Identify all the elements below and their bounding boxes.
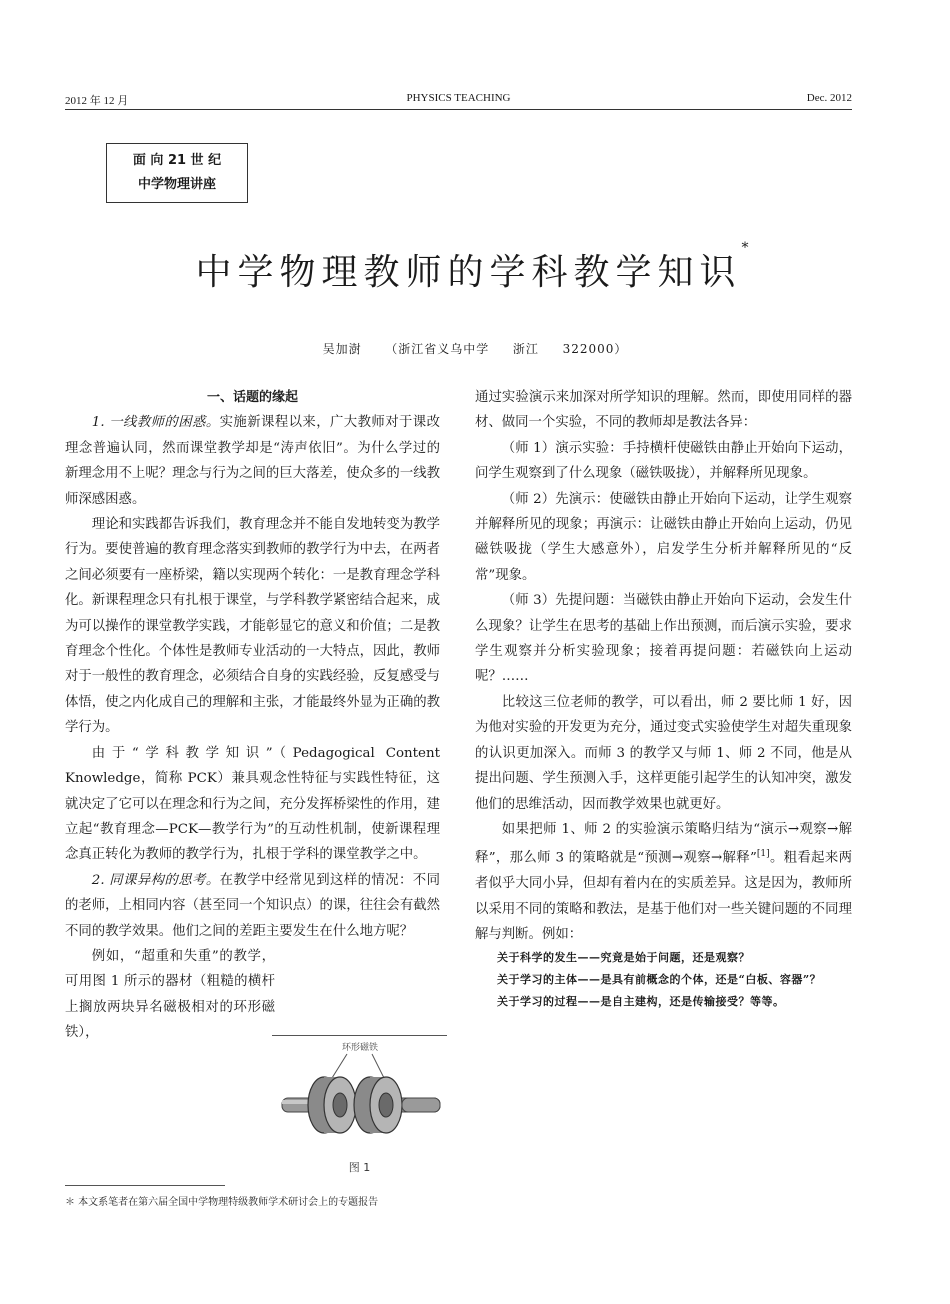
- title-footnote-mark: *: [741, 240, 755, 256]
- author-line: [0, 340, 950, 357]
- paragraph: 比较这三位老师的教学，可以看出，师 2 要比师 1 好，因为他对实验的开发更为充分，通过变式实验使学生对超失重现象的认识更加深入。而师 3 的教学又与师 1、师 2 不同，他是从提出问题、学生预测入手，这样更能引起学生的认知冲突，激发他们的思维活动，因而教学效果也就更好。: [475, 694, 852, 812]
- paragraph-lead: 2. 同课异构的思考。: [91, 872, 220, 888]
- question-item: 关于学习的过程——是自主建构，还是传输接受？等等。: [497, 995, 785, 1009]
- author-affiliation: （浙江省义乌中学: [385, 342, 490, 356]
- paragraph: 1. 一线教师的困惑。实施新课程以来，广大教师对于课改理念普遍认同，然而课堂教学却是“涛声依旧”。为什么学过的新理念用不上呢？理念与行为之间的巨大落差，使众多的一线教师深感困惑。: [65, 415, 440, 507]
- header-date-en: Dec. 2012: [806, 92, 852, 104]
- paragraph: 2. 同课异构的思考。在教学中经常见到这样的情况：不同的老师，上相同内容（甚至同一个知识点）的课，往往会有截然不同的教学效果。他们之间的差距主要发生在什么地方呢？: [65, 872, 440, 939]
- header-rule: [65, 109, 852, 110]
- column-label-line2: 中学物理讲座: [137, 177, 216, 192]
- paragraph: （师 1）演示实验：手持横杆使磁铁由静止开始向下运动，问学生观察到了什么现象（磁铁吸拢），并解释所见现象。: [475, 440, 852, 482]
- paragraph: 由于“学科教学知识”（Pedagogical Content Knowledge，简称 PCK）兼具观念性特征与实践性特征，这就决定了它可以在理念和行为之间，充分发挥桥梁性的作用，建立起“教育理念—PCK—教学行为”的互动性机制，使新课程理念真正转化为教师的教学行为，扎根于学科的课堂教学之中。: [65, 745, 440, 863]
- author-postcode: 322000）: [562, 342, 628, 356]
- paragraph: 理论和实践都告诉我们，教育理念并不能自发地转变为教学行为。要使普遍的教育理念落实到教师的教学行为中去，在两者之间必须要有一座桥梁，籍以实现两个转化：一是教育理念学科化。新课程理念只有扎根于课堂，与学科教学紧密结合起来，成为可以操作的课堂教学实践，才能彰显它的意义和价值；二是教育理念个性化。个体性是教师专业活动的一大特点，因此，教师对于一般性的教育理念，必须结合自身的实践经验，反复感受与体悟，使之内化成自己的理解和主张，才能最终外显为正确的教学行为。: [65, 517, 440, 736]
- figure-1: [272, 1035, 447, 1184]
- section-heading: 一、话题的缘起: [206, 390, 298, 405]
- paragraph-lead: 1. 一线教师的困惑。: [91, 415, 220, 431]
- paragraph: （师 3）先提问题：当磁铁由静止开始向下运动，会发生什么现象？让学生在思考的基础上作出预测，而后演示实验，要求学生观察并分析实验现象；接着再提问题：若磁铁向上运动呢？……: [475, 593, 852, 685]
- running-header: [65, 92, 852, 108]
- citation-ref: [1]: [756, 849, 770, 860]
- figure-ring-magnets-diagram: [272, 1036, 447, 1158]
- column-label-line1: 面 向 21 世 纪: [132, 153, 222, 168]
- author-name: 吴加澍: [322, 342, 362, 356]
- paragraph: （师 2）先演示：使磁铁由静止开始向下运动，让学生观察并解释所见的现象；再演示：让磁铁由静止开始向上运动，仍见磁铁吸拢（学生大感意外），启发学生分析并解释所见的“反常”现象。: [475, 491, 852, 583]
- left-column: [65, 385, 440, 1046]
- paragraph-beside-figure: 例如，“超重和失重”的教学，可用图 1 所示的器材（粗糙的横杆上搁放两块异名磁极相对的环形磁铁），: [65, 948, 275, 1041]
- figure-caption: 图 1: [348, 1161, 371, 1174]
- header-journal-name: PHYSICS TEACHING: [406, 92, 511, 104]
- right-column: [475, 385, 852, 1013]
- paragraph: 通过实验演示来加深对所学知识的理解。然而，即使用同样的器材、做同一个实验，不同的教师却是教法各异：: [475, 390, 852, 431]
- question-item: 关于科学的发生——究竟是始于问题，还是观察？: [497, 951, 750, 965]
- figure-label: 环形磁铁: [341, 1043, 379, 1053]
- header-date-cn: 2012 年 12 月: [65, 95, 129, 107]
- column-label-box: [106, 143, 248, 203]
- footnote-rule: [65, 1185, 225, 1186]
- question-item: 关于学习的主体——是具有前概念的个体，还是“白板、容器”？: [497, 973, 822, 987]
- footnote: ＊ 本文系笔者在第六届全国中学物理特级教师学术研讨会上的专题报告: [65, 1197, 379, 1208]
- key-questions: [475, 947, 852, 1013]
- paragraph: 如果把师 1、师 2 的实验演示策略归结为“演示→观察→解释”，那么师 3 的策略就是“预测→观察→解释”[1]。粗看起来两者似乎大同小异，但却有着内在的实质差异。这是因为，教师所以采用不同的策略和教法，是基于他们对一些关键问题的不同理解与判断。例如：: [475, 821, 853, 942]
- article-title-text: 中学物理教师的学科教学知识: [195, 252, 742, 293]
- article-title: [0, 240, 950, 295]
- author-province: 浙江: [512, 342, 539, 356]
